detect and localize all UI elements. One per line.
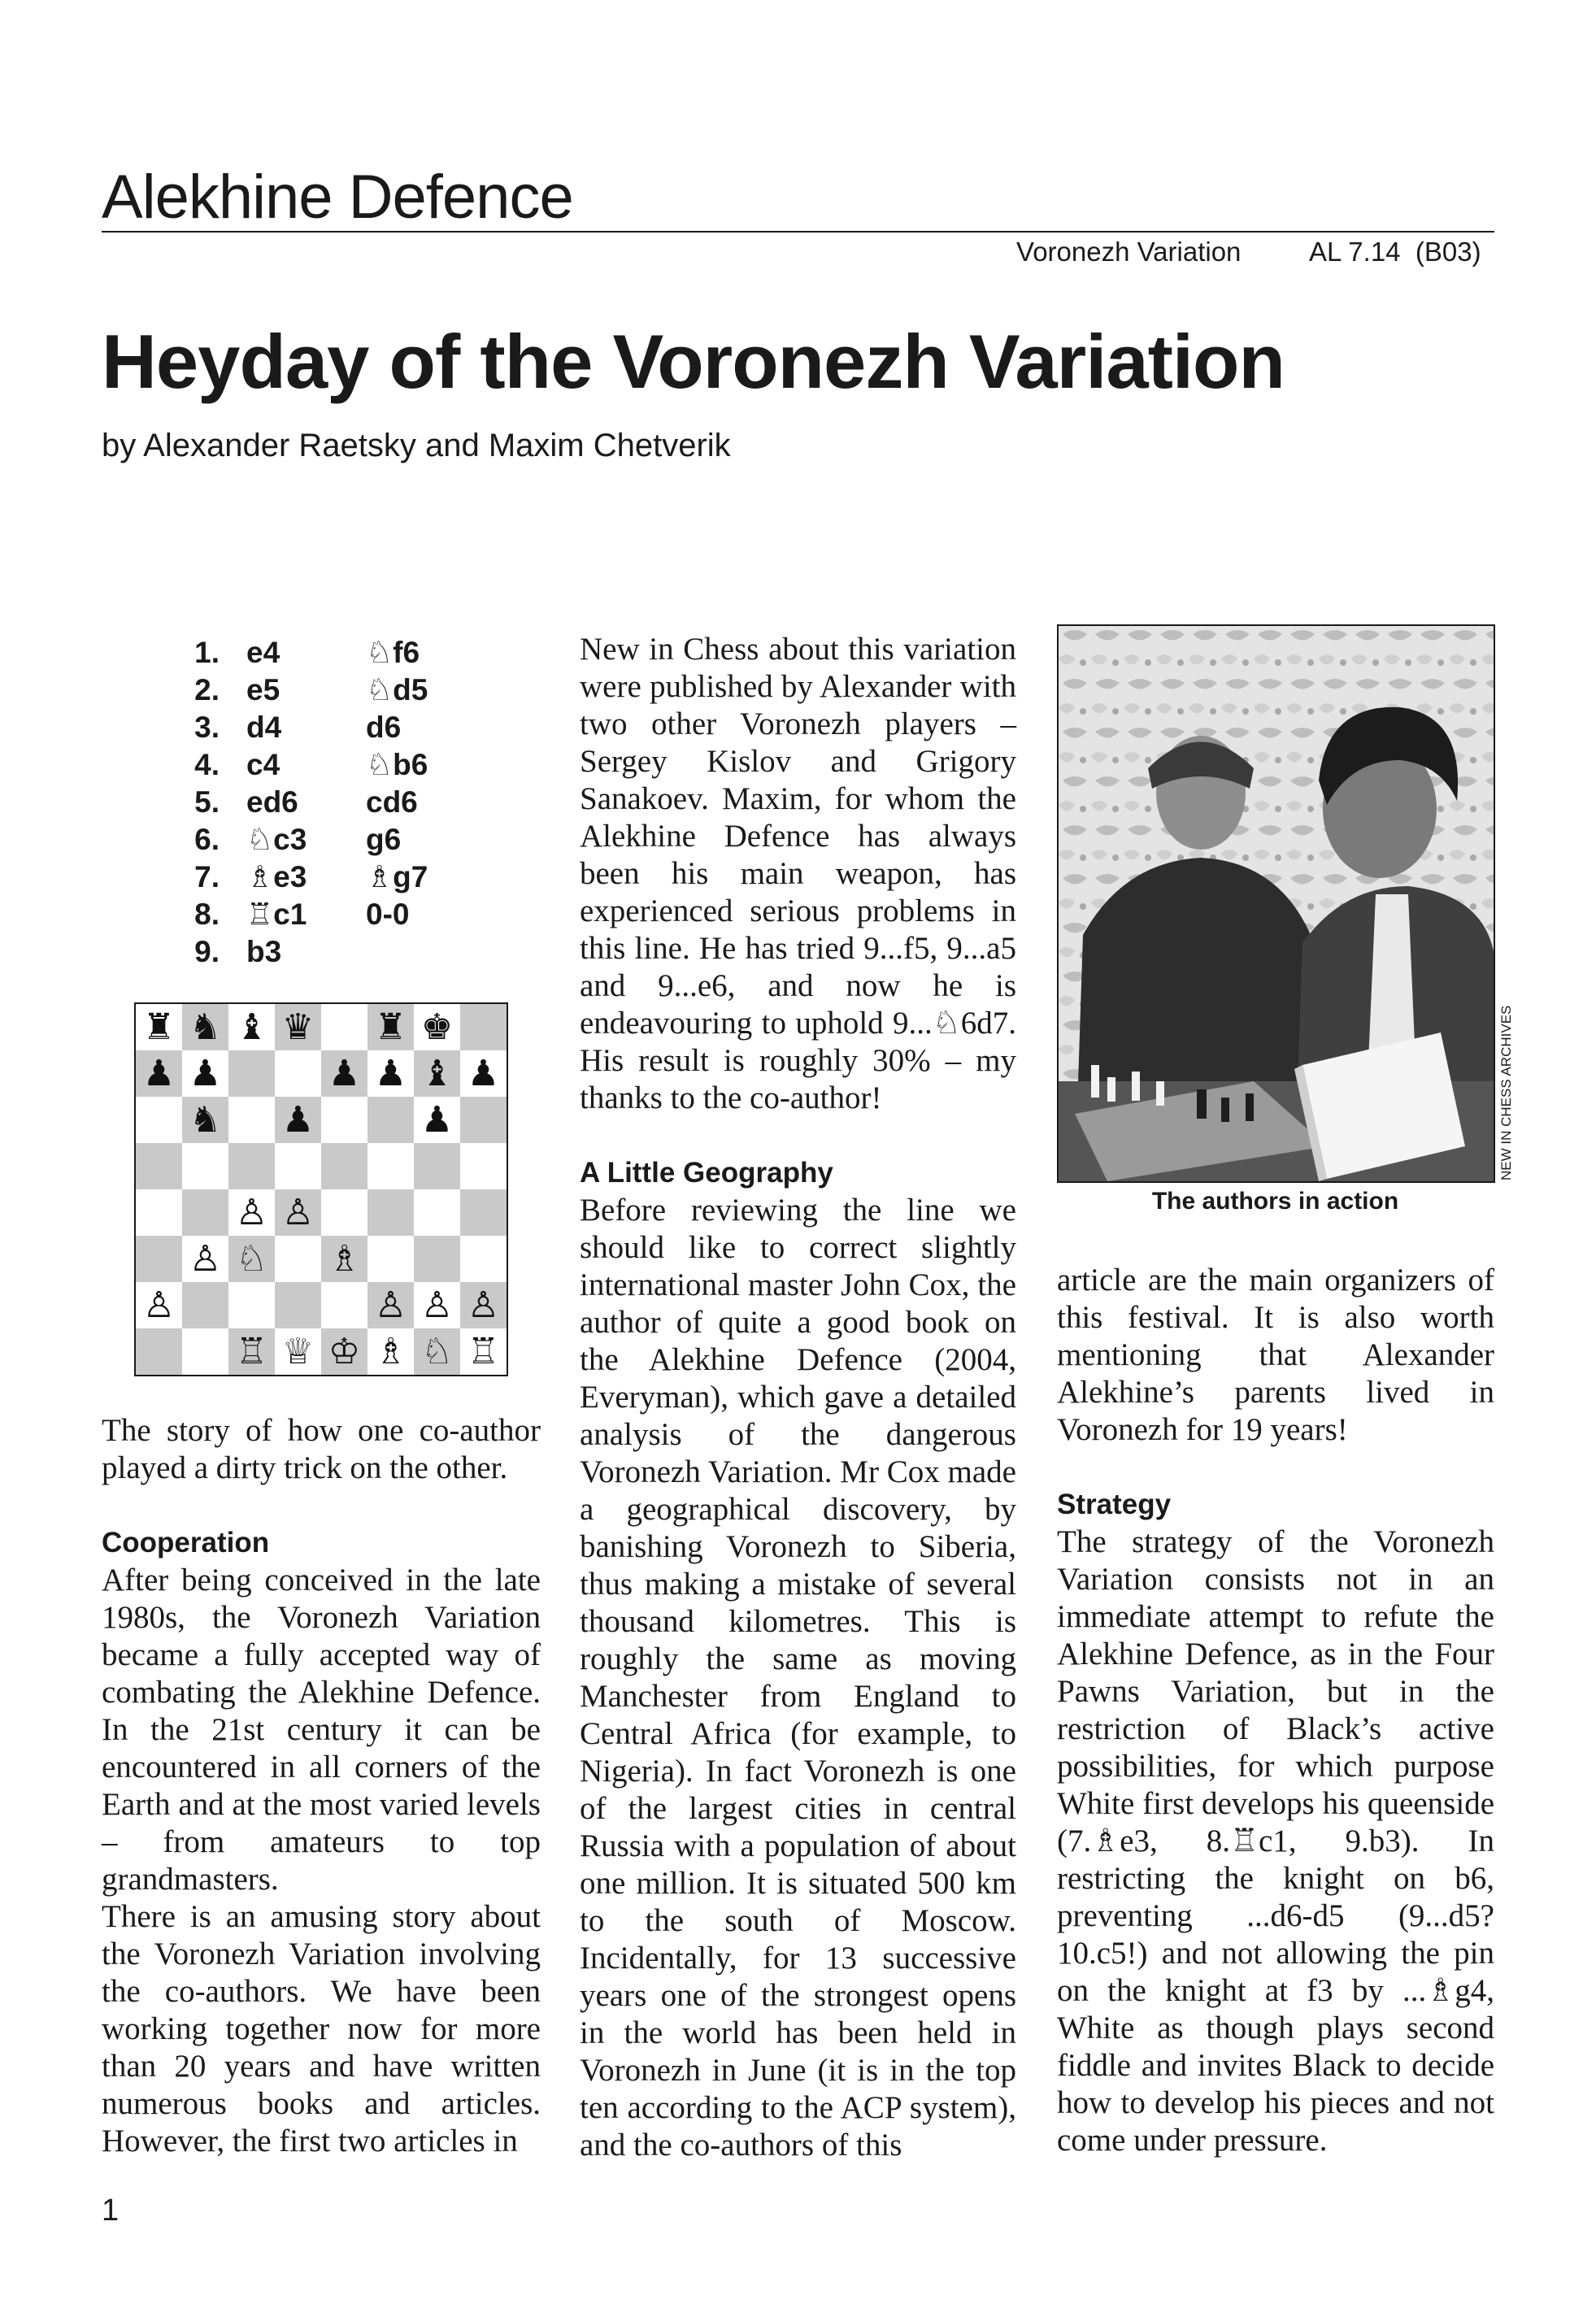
board-square — [321, 1004, 367, 1050]
section-heading-geography: A Little Geography — [580, 1157, 833, 1189]
eco-code: AL 7.14 (B03) — [1309, 237, 1481, 267]
board-square — [460, 1236, 507, 1282]
board-piece: ♖ — [460, 1328, 507, 1375]
board-square — [460, 1189, 507, 1236]
board-square — [136, 1236, 182, 1282]
column-1 — [102, 1412, 541, 2160]
move-row — [102, 634, 541, 672]
header-rule — [102, 231, 1494, 233]
black-move: g6 — [366, 823, 402, 856]
section-title: Alekhine Defence — [102, 163, 573, 232]
board-piece: ♛ — [275, 1004, 321, 1050]
board-piece: ♝ — [414, 1050, 460, 1097]
board-piece: ♟ — [414, 1097, 460, 1143]
board-square — [321, 1282, 367, 1328]
move-number: 5. — [194, 785, 220, 819]
board-piece: ♟ — [367, 1050, 414, 1097]
board-square — [228, 1050, 275, 1097]
board-piece: ♖ — [228, 1328, 275, 1375]
paragraph: There is an amusing story about the Voronezh Variation involving the co-authors. We have been working together now for more than 20 years and have written numerous books and articles. However, the first two articles in — [102, 1899, 541, 2158]
board-piece: ♙ — [460, 1282, 507, 1328]
intro-paragraph: The story of how one co-author played a dirty trick on the other. — [102, 1413, 541, 1485]
variation-label: Voronezh Variation — [1016, 237, 1242, 267]
board-square — [182, 1189, 228, 1236]
board-piece: ♟ — [275, 1097, 321, 1143]
section-heading-strategy: Strategy — [1057, 1489, 1172, 1520]
byline: by Alexander Raetsky and Maxim Chetverik — [102, 428, 731, 463]
board-square — [414, 1143, 460, 1189]
move-number: 4. — [194, 748, 220, 781]
paragraph: article are the main organizers of this festival. It is also worth mentioning that Alexander Alekhine’s parents lived in Voronezh for 19 years! — [1057, 1263, 1494, 1447]
board-piece: ♜ — [367, 1004, 414, 1050]
board-piece: ♟ — [321, 1050, 367, 1097]
board-piece: ♜ — [136, 1004, 182, 1050]
column-3 — [1057, 1262, 1494, 2159]
board-square — [460, 1004, 507, 1050]
board-square — [460, 1097, 507, 1143]
paragraph: After being conceived in the late 1980s, the Voronezh Variation became a fully accepted way of combating the Alekhine Defence. In the 21st century it can be encountered in all corners of the Earth and at the most varied levels – from amateurs to top grandmasters. — [102, 1563, 541, 1897]
move-row — [102, 672, 541, 709]
page-number: 1 — [102, 2193, 120, 2228]
board-square — [275, 1050, 321, 1097]
move-number: 8. — [194, 898, 220, 931]
white-move: ♘c3 — [246, 823, 307, 856]
black-move: ♗g7 — [366, 860, 428, 893]
board-piece: ♙ — [414, 1282, 460, 1328]
white-move: ♗e3 — [246, 860, 307, 893]
board-square — [321, 1143, 367, 1189]
move-number: 1. — [194, 636, 220, 669]
board-square — [136, 1143, 182, 1189]
board-square — [136, 1097, 182, 1143]
board-square — [182, 1282, 228, 1328]
paragraph: New in Chess about this variation were published by Alexander with two other Voronezh players – Sergey Kislov and Grigory Sanakoev. Maxim, for whom the Alekhine Defence has always been his main weapon, has experienced serious problems in this line. He has tried 9...f5, 9...a5 and 9...e6, and now he is endeavouring to uphold 9...♘6d7. His result is roughly 30% – my thanks to the co-author! — [580, 632, 1016, 1115]
board-square — [367, 1097, 414, 1143]
move-number: 7. — [194, 860, 220, 893]
board-square — [275, 1282, 321, 1328]
move-row — [102, 821, 541, 859]
board-piece: ♙ — [182, 1236, 228, 1282]
board-piece: ♟ — [136, 1050, 182, 1097]
move-row — [102, 859, 541, 896]
board-square — [367, 1143, 414, 1189]
board-square — [321, 1189, 367, 1236]
paragraph: Before reviewing the line we should like to correct slightly international master John Cox, the author of quite a good book on the Alekhine Defence (2004, Everyman), which gave a detailed analysis of the dangerous Voronezh Variation. Mr Cox made a geographical discovery, by banishing Voronezh to Siberia, thus making a mistake of several thousand kilometres. This is roughly the same as moving Manchester from England to Central Africa (for example, to Nigeria). In fact Voronezh is one of the largest cities in central Russia with a population of about one million. It is situated 500 km to the south of Moscow. Incidentally, for 13 successive years one of the strongest opens in the world has been held in Voronezh in June (it is in the top ten according to the ACP system), and the co-authors of this — [580, 1193, 1016, 2163]
board-piece: ♟ — [182, 1050, 228, 1097]
black-move: ♘b6 — [366, 748, 428, 781]
article-title: Heyday of the Voronezh Variation — [102, 319, 1285, 404]
column-2 — [580, 631, 1016, 2164]
board-piece: ♙ — [275, 1189, 321, 1236]
board-square — [321, 1097, 367, 1143]
board-piece: ♕ — [275, 1328, 321, 1375]
board-piece: ♘ — [414, 1328, 460, 1375]
board-piece: ♔ — [321, 1328, 367, 1375]
white-move: d4 — [246, 711, 282, 744]
paragraph: The strategy of the Voronezh Variation consists not in an immediate attempt to refute the Alekhine Defence, as in the Four Pawns Variation, but in the restriction of Black’s active possibilities, for which purpose White first develops his queenside (7.♗e3, 8.♖c1, 9.b3). In restricting the knight on b6, preventing ...d6-d5 (9...d5? 10.c5!) and not allowing the pin on the knight at f3 by ...♗g4, White as though plays second fiddle and invites Black to decide how to develop his pieces and not come under pressure. — [1057, 1524, 1494, 2158]
white-move: ed6 — [246, 785, 298, 819]
board-piece: ♞ — [182, 1004, 228, 1050]
chess-diagram — [134, 1002, 508, 1376]
section-heading-cooperation: Cooperation — [102, 1527, 270, 1558]
board-piece: ♗ — [321, 1236, 367, 1282]
board-square — [275, 1143, 321, 1189]
board-square — [367, 1189, 414, 1236]
board-piece: ♝ — [228, 1004, 275, 1050]
board-piece: ♘ — [228, 1236, 275, 1282]
photo-caption: The authors in action — [1151, 1188, 1399, 1215]
board-square — [275, 1236, 321, 1282]
black-move: ♘f6 — [366, 636, 420, 669]
black-move: ♘d5 — [366, 673, 428, 706]
board-square — [136, 1189, 182, 1236]
move-row — [102, 933, 541, 971]
board-piece: ♙ — [228, 1189, 275, 1236]
board-piece: ♟ — [460, 1050, 507, 1097]
photo-illustration — [1059, 626, 1494, 1181]
board-square — [414, 1236, 460, 1282]
white-move: ♖c1 — [246, 898, 307, 931]
move-row — [102, 746, 541, 784]
authors-photo — [1057, 624, 1495, 1183]
move-number: 2. — [194, 673, 220, 706]
board-piece: ♙ — [367, 1282, 414, 1328]
board-square — [228, 1143, 275, 1189]
move-row — [102, 896, 541, 933]
black-move: 0-0 — [366, 898, 410, 931]
white-move: e4 — [246, 636, 280, 669]
board-piece: ♞ — [182, 1097, 228, 1143]
move-row — [102, 709, 541, 746]
board-square — [228, 1097, 275, 1143]
board-piece: ♗ — [367, 1328, 414, 1375]
board-square — [228, 1282, 275, 1328]
move-row — [102, 784, 541, 821]
board-square — [367, 1236, 414, 1282]
board-square — [182, 1143, 228, 1189]
board-square — [460, 1143, 507, 1189]
photo-credit: NEW IN CHESS ARCHIVES — [1498, 1005, 1514, 1180]
board-square — [182, 1328, 228, 1375]
move-number: 6. — [194, 823, 220, 856]
board-piece: ♚ — [414, 1004, 460, 1050]
board-square — [414, 1189, 460, 1236]
move-number: 9. — [194, 935, 220, 968]
white-move: c4 — [246, 748, 280, 781]
white-move: e5 — [246, 673, 280, 706]
board-square — [136, 1328, 182, 1375]
board-piece: ♙ — [136, 1282, 182, 1328]
white-move: b3 — [246, 935, 282, 968]
black-move: cd6 — [366, 785, 418, 819]
move-number: 3. — [194, 711, 220, 744]
black-move: d6 — [366, 711, 402, 744]
